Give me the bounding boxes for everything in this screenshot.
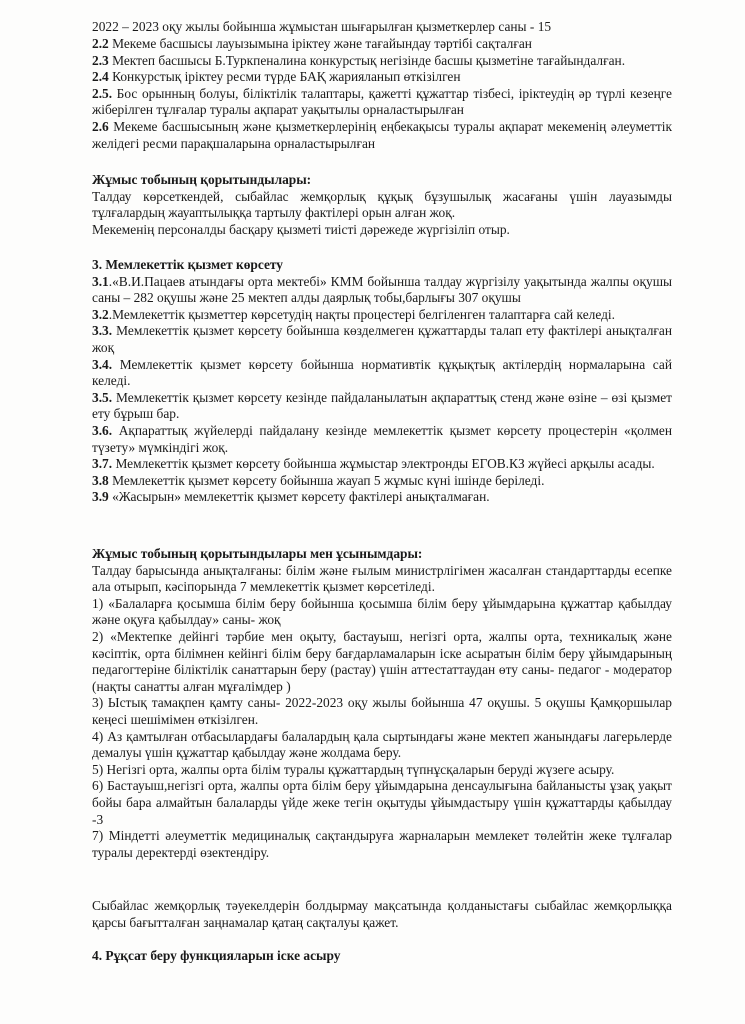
section-3-heading: 3. Мемлекеттік қызмет көрсету bbox=[92, 257, 283, 272]
item-3-9: 3.9 «Жасырын» мемлекеттік қызмет көрсету фактілері анықталмаған. bbox=[92, 489, 490, 505]
section-2-items bbox=[92, 36, 672, 152]
service-item-1: 1) «Балаларға қосымша білім беру бойынша қосымша білім беру ұйымдарына құжаттар қабылдау және оқуға қабылдау» саны- жоқ bbox=[92, 595, 672, 628]
item-2-2: 2.2 Мекеме басшысы лауызымына іріктеу және тағайындау тәртібі сақталған bbox=[92, 36, 532, 51]
item-3-5: 3.5. Мемлекеттік қызмет көрсету кезінде пайдаланылатын ақпараттық стенд және өзіне – өзі қызмет ету бұрыш бар. bbox=[92, 389, 672, 422]
closing-paragraph: Сыбайлас жемқорлық тәуекелдерін болдырмау мақсатында қолданыстағы сыбайлас жемқорлыққа қарсы бағытталған заңнамалар қатаң сақталуы қажет. bbox=[92, 898, 672, 930]
conclusion-1-heading: Жұмыс тобының қорытындылары: bbox=[92, 172, 312, 187]
item-2-4: 2.4 Конкурстық іріктеу ресми түрде БАҚ жарияланып өткізілген bbox=[92, 69, 461, 85]
section-4-heading: 4. Рұқсат беру функцияларын іске асыру bbox=[92, 948, 341, 963]
item-3-2: 3.2.Мемлекеттік қызметтер көрсетудің нақты процестері белгіленген талаптарға сай келеді. bbox=[92, 306, 615, 322]
service-item-2: 2) «Мектепке дейінгі тәрбие мен оқыту, бастауыш, негізгі орта, жалпы орта, техникалық және кәсіптік, орта білімнен кейінгі білім беру бағдарламаларын іске асыратын білім беру ұйымдарының педагогтеріне біліктілік санаттарын беру (растау) үшін аттестаттаудан өту саны- педагог - модератор (нақты санатты алған мұғалімдер ) bbox=[92, 628, 672, 694]
service-item-4: 4) Аз қамтылған отбасылардағы балалардың қала сыртындағы және мектеп жанындағы лагерьлерде демалуы үшін құжаттар қабылдау және жолдама беру. bbox=[92, 728, 672, 761]
item-3-4: 3.4. Мемлекеттік қызмет көрсету бойынша нормативтік құқықтық актілердің нормаларына сай келеді. bbox=[92, 356, 672, 389]
conclusion-1-line-1: Талдау көрсеткендей, сыбайлас жемқорлық құқық бұзушылық жасағаны үшін лауазымды тұлғалардың жауаптылыққа тартылу фактілері орын алған жоқ. bbox=[92, 188, 672, 221]
service-item-7: 7) Міндетті әлеуметтік медициналық сақтандыруға жарналарын мемлекет төлейтін жеке тұлғалар туралы деректерді өзектендіру. bbox=[92, 828, 672, 860]
item-3-7: 3.7. Мемлекеттік қызмет көрсету бойынша жұмыстар электронды ЕГОВ.КЗ жүйесі арқылы асады. bbox=[92, 456, 655, 472]
conclusion-2 bbox=[92, 546, 672, 861]
item-3-1: 3.1.«В.И.Пацаев атындағы орта мектебі» КММ бойынша талдау жүргізілу уақытында жалпы оқушы саны – 282 оқушы және 25 мектеп алды даярлық тобы,барлығы 307 оқушы bbox=[92, 273, 672, 306]
item-3-3: 3.3. Мемлекеттік қызмет көрсету бойынша көзделмеген құжаттарды талап ету фактілері анықталған жоқ bbox=[92, 323, 672, 355]
item-2-5: 2.5. Бос орынның болуы, біліктілік талаптары, қажетті құжаттар тізбесі, іріктеудің әр түрлі кезеңге жіберілген тұлғалар туралы ақпарат уақытылы орналастырылған bbox=[92, 85, 672, 118]
conclusion-2-heading: Жұмыс тобының қорытындылары мен ұсынымдары: bbox=[92, 546, 423, 561]
conclusion-2-intro: Талдау барысында анықталғаны: білім және ғылым министрлігімен жасалған стандарттарды есепке ала отырып, кәсіпорында 7 мемлекеттік қызмет көрсетіледі. bbox=[92, 562, 672, 595]
section-3 bbox=[92, 257, 672, 506]
conclusion-1-line-2: Мекеменің персоналды басқару қызметі тиісті дәрежеде жүргізіліп отыр. bbox=[92, 221, 510, 237]
service-item-3: 3) Ыстық тамақпен қамту саны- 2022-2023 оқу жылы бойынша 47 оқушы. 5 оқушы Қамқоршылар кеңесі шешімімен өткізілген. bbox=[92, 695, 672, 727]
staff-dismissed-line: 2022 – 2023 оқу жылы бойынша жұмыстан шығарылған қызметкерлер саны - 15 bbox=[92, 19, 552, 34]
conclusion-1 bbox=[92, 172, 672, 238]
item-2-6: 2.6 Мекеме басшысының және қызметкерлерінің еңбекақысы туралы ақпарат мекеменің әлеуметтік желідегі ресми парақшаларына орналастырылған bbox=[92, 118, 672, 151]
item-3-6: 3.6. Ақпараттық жүйелерді пайдалану кезінде мемлекеттік қызмет көрсету процестерін «қолмен түзету» мүмкіндігі жоқ. bbox=[92, 422, 672, 455]
item-2-3: 2.3 Мектеп басшысы Б.Туркпеналина конкурстық негізінде басшы қызметіне тағайындалған. bbox=[92, 52, 626, 68]
service-item-5: 5) Негізгі орта, жалпы орта білім туралы құжаттардың түпнұсқаларын беруді жүзеге асыру. bbox=[92, 761, 615, 777]
service-item-6: 6) Бастауыш,негізгі орта, жалпы орта білім беру ұйымдарына денсаулығына байланысты ұзақ уақыт бойы бара алмайтын балаларды үйде жеке тегін оқытуды ұйымдастыру үшін құжаттарды қабылдау -3 bbox=[92, 778, 672, 827]
item-3-8: 3.8 Мемлекеттік қызмет көрсету бойынша жауап 5 жұмыс күні ішінде беріледі. bbox=[92, 472, 545, 488]
